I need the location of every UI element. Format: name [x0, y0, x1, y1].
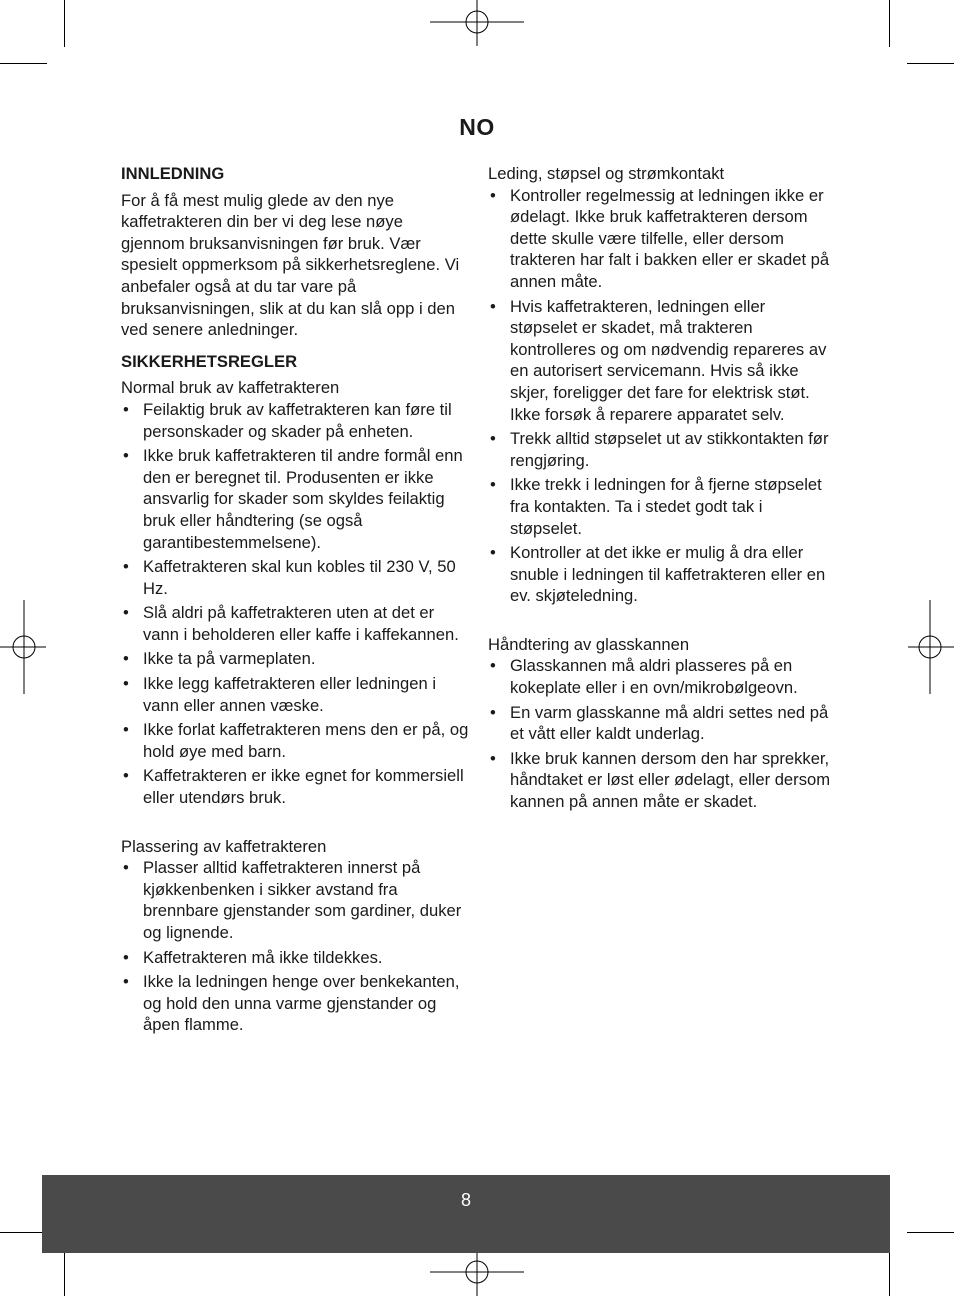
list-item: • Ikke la ledningen henge over benkekanten, og hold den unna varme gjenstander og åpen flamme. [121, 971, 471, 1036]
list-item: • Ikke bruk kaffetrakteren til andre formål enn den er beregnet til. Produsenten er ikke ansvarlig for skader som skyldes feilaktig bruk eller håndtering (se også garantibestemmelsene). [121, 445, 471, 553]
right-column [488, 163, 833, 816]
placement-subheading: Plassering av kaffetrakteren [121, 836, 327, 856]
crop-mark [64, 1249, 65, 1296]
crop-mark [907, 63, 954, 64]
list-item: • Kaffetrakteren skal kun kobles til 230 V, 50 Hz. [121, 556, 471, 599]
intro-heading: INNLEDNING [121, 164, 225, 183]
list-item: • Kontroller regelmessig at ledningen ikke er ødelagt. Ikke bruk kaffetrakteren dersom dette skulle være tilfelle, eller dersom trakteren har falt i bakken eller er skadet på annen måte. [488, 185, 833, 293]
placement-list [121, 857, 471, 1036]
normal-use-list [121, 399, 471, 809]
cord-subheading: Leding, støpsel og strømkontakt [488, 164, 725, 183]
carafe-list [488, 655, 833, 812]
carafe-subheading: Håndtering av glasskannen [488, 634, 690, 654]
list-item: • Ikke ta på varmeplaten. [121, 648, 471, 670]
registration-mark-left [0, 600, 48, 694]
list-item: • Feilaktig bruk av kaffetrakteren kan føre til personskader og skader på enheten. [121, 399, 471, 442]
list-item: • Slå aldri på kaffetrakteren uten at det er vann i beholderen eller kaffe i kaffekannen. [121, 602, 471, 645]
list-item: • Kaffetrakteren må ikke tildekkes. [121, 947, 471, 969]
registration-mark-top [430, 0, 524, 48]
list-item: • Kaffetrakteren er ikke egnet for kommersiell eller utendørs bruk. [121, 765, 471, 808]
registration-mark-bottom [430, 1248, 524, 1296]
list-item: • Plasser alltid kaffetrakteren innerst på kjøkkenbenken i sikker avstand fra brennbare gjenstander som gardiner, duker og lignende. [121, 857, 471, 943]
normal-use-subheading: Normal bruk av kaffetrakteren [121, 378, 340, 398]
list-item: • Ikke legg kaffetrakteren eller ledningen i vann eller annen væske. [121, 673, 471, 716]
list-item: • Glasskannen må aldri plasseres på en kokeplate eller i en ovn/mikrobølgeovn. [488, 655, 833, 698]
crop-mark [889, 1249, 890, 1296]
list-item: • Trekk alltid støpselet ut av stikkontakten før rengjøring. [488, 428, 833, 471]
intro-paragraph: For å få mest mulig glede av den nye kaffetrakteren din ber vi deg lese nøye gjennom bruksanvisningen før bruk. Vær spesielt oppmerksom på sikkerhetsreglene. Vi anbefaler også at du tar vare på bruksanvisningen, slik at du kan slå opp i den ved senere anledninger. [121, 190, 460, 340]
list-item: • Ikke forlat kaffetrakteren mens den er på, og hold øye med barn. [121, 719, 471, 762]
crop-mark [889, 0, 890, 47]
cord-list [488, 185, 833, 607]
list-item: • Hvis kaffetrakteren, ledningen eller støpselet er skadet, må trakteren kontrolleres og om nødvendig repareres av en autorisert servicemann. Hvis så ikke skjer, foreligger det fare for elektrisk støt. Ikke forsøk å reparere apparatet selv. [488, 296, 833, 426]
language-heading: NO [459, 114, 495, 140]
crop-mark [907, 1232, 954, 1233]
crop-mark [0, 63, 47, 64]
list-item: • Ikke bruk kannen dersom den har sprekker, håndtaket er løst eller ødelagt, eller dersom kannen på annen måte er skadet. [488, 748, 833, 813]
list-item: • En varm glasskanne må aldri settes ned på et vått eller kaldt underlag. [488, 702, 833, 745]
crop-mark [64, 0, 65, 47]
page-number: 8 [460, 1190, 471, 1210]
list-item: • Kontroller at det ikke er mulig å dra eller snuble i ledningen til kaffetrakteren eller en ev. skjøteledning. [488, 542, 833, 607]
footer-bar [42, 1175, 890, 1253]
left-column [121, 163, 471, 1039]
crop-mark [0, 1232, 47, 1233]
registration-mark-right [906, 600, 954, 694]
safety-heading: SIKKERHETSREGLER [121, 351, 298, 371]
list-item: • Ikke trekk i ledningen for å fjerne støpselet fra kontakten. Ta i stedet godt tak i støpselet. [488, 474, 833, 539]
